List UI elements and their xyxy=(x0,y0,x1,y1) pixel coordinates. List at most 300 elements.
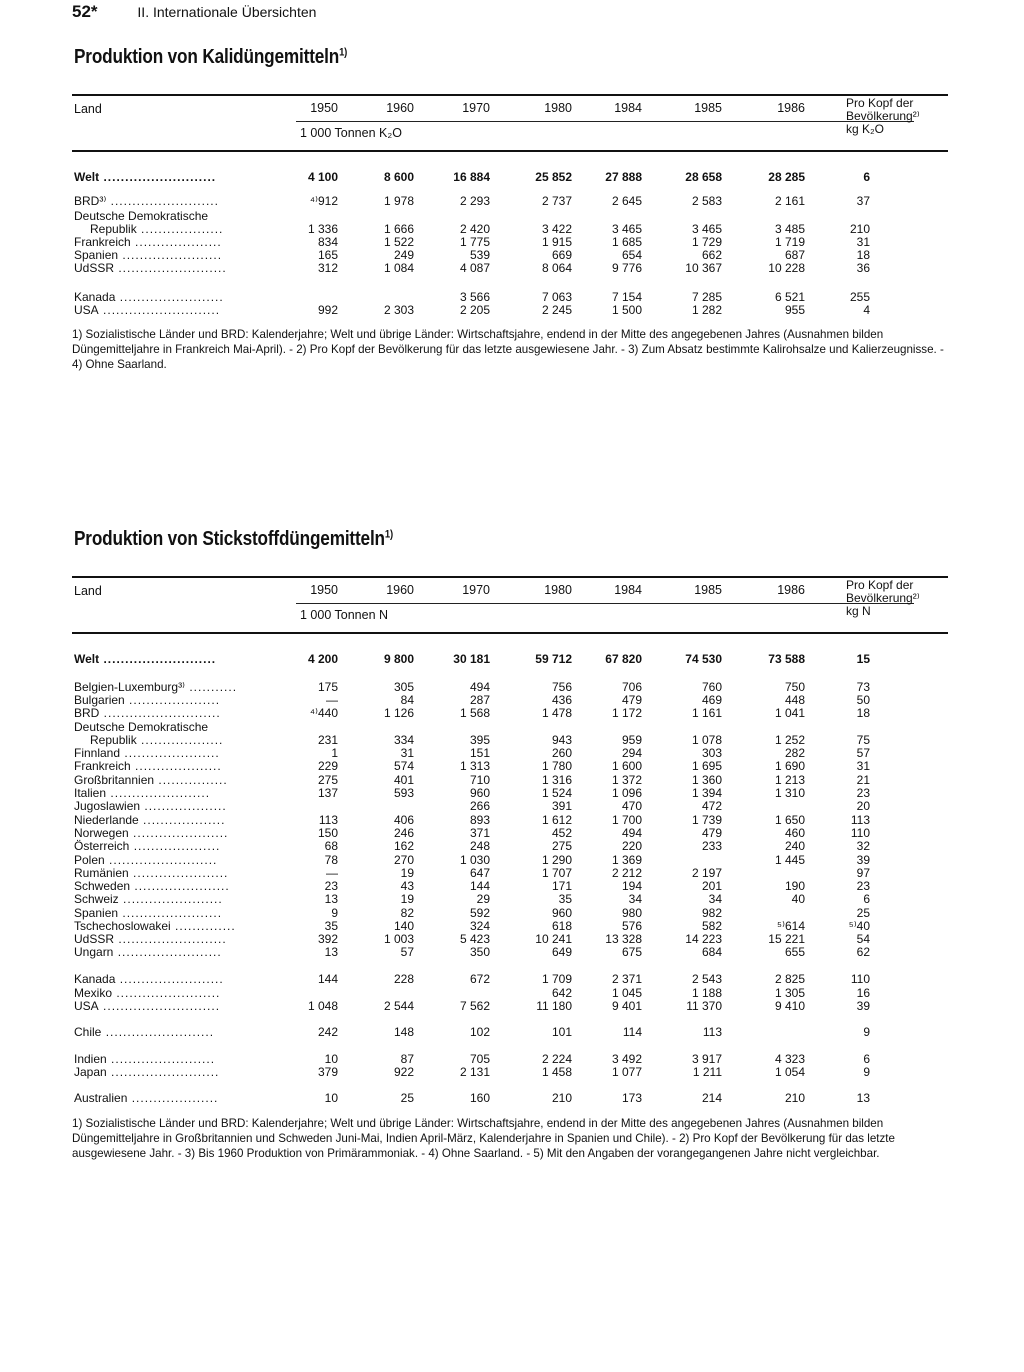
table-cell: 294 xyxy=(621,746,642,760)
table-cell: 1 045 xyxy=(611,986,642,1000)
row-label-text: Chile xyxy=(74,1025,102,1039)
row-label xyxy=(74,248,222,262)
row-label xyxy=(74,786,210,800)
table-cell: 57 xyxy=(856,746,870,760)
row-label-text: Frankreich xyxy=(74,759,131,773)
table-cell: 406 xyxy=(393,813,414,827)
table-cell: 1 084 xyxy=(383,261,414,275)
row-label-text: Großbritannien xyxy=(74,773,155,787)
table-cell: 1 316 xyxy=(541,773,572,787)
table-cell: 1 172 xyxy=(611,706,642,720)
table-cell: 672 xyxy=(469,972,490,986)
row-label-text: Österreich xyxy=(74,839,130,853)
table-cell: 1 xyxy=(331,746,338,760)
table-cell: 23 xyxy=(856,786,870,800)
table-cell: 9 401 xyxy=(611,999,642,1013)
title-footnote-ref: 1) xyxy=(384,528,393,541)
table-cell: 144 xyxy=(317,972,338,986)
table-cell: 5 423 xyxy=(459,932,490,946)
footnote-text: 1) Sozialistische Länder und BRD: Kalenderjahre; Welt und übrige Länder: Wirtschaftsjahre, endend in der Mitte des angegebenen Jahres (Ausnahmen bilden Düngemitteljahre in Großbritannien und Schweden Juni-Mai, Indien April-März, Kalenderjahre in Spanien und Chile). - 2) Pro Kopf der Bevölkerung für das letzte ausgewiesene Jahr. - 3) Bis 1960 Produktion von Primärammoniak. - 4) Ohne Saarland. - 5) Mit den Angaben der vorangegangenen Jahre nicht vergleichbar. xyxy=(72,1117,895,1160)
table-cell: 4 323 xyxy=(774,1052,805,1066)
table-cell: 2 131 xyxy=(459,1065,490,1079)
table-cell: 68 xyxy=(324,839,338,853)
row-label xyxy=(74,746,220,760)
table-cell: 834 xyxy=(317,235,338,249)
table-cell: 31 xyxy=(400,746,414,760)
leader-dots: ..................... xyxy=(124,693,221,707)
table-cell: 452 xyxy=(551,826,572,840)
table-cell: 10 241 xyxy=(535,932,572,946)
table-cell: 1 695 xyxy=(691,759,722,773)
per-capita-header: kg K₂O xyxy=(846,122,885,136)
row-label-text: Spanien xyxy=(74,248,119,262)
table-cell: 1 305 xyxy=(774,986,805,1000)
table-cell: 982 xyxy=(701,906,722,920)
table-cell: 2 544 xyxy=(383,999,414,1013)
per-capita-header: kg N xyxy=(846,604,871,618)
table-cell: 266 xyxy=(469,799,490,813)
row-label-text: Jugoslawien xyxy=(74,799,141,813)
table-cell: — xyxy=(326,693,338,707)
table-cell: 27 888 xyxy=(605,170,642,184)
leader-dots: ................... xyxy=(136,733,224,747)
table-cell: 16 xyxy=(856,986,870,1000)
table-cell: 1 600 xyxy=(611,759,642,773)
table-cell: 3 485 xyxy=(774,222,805,236)
table-cell: 379 xyxy=(317,1065,338,1079)
table-cell: 1 775 xyxy=(459,235,490,249)
table-cell: 1 568 xyxy=(459,706,490,720)
table-cell: 684 xyxy=(701,945,722,959)
table-cell: 13 328 xyxy=(605,932,642,946)
table-cell: 1 252 xyxy=(774,733,805,747)
table-cell: 231 xyxy=(317,733,338,747)
row-label xyxy=(74,1091,218,1105)
table-cell: 1 213 xyxy=(774,773,805,787)
row-label-text: Norwegen xyxy=(74,826,129,840)
table-cell: 1 458 xyxy=(541,1065,572,1079)
table-cell: 229 xyxy=(317,759,338,773)
table-cell: 35 xyxy=(558,892,572,906)
table-cell: — xyxy=(326,866,338,880)
leader-dots: .................... xyxy=(127,1091,219,1105)
table-stickstoff xyxy=(72,576,948,1116)
table-cell: 647 xyxy=(469,866,490,880)
leader-dots: ......................... xyxy=(114,932,227,946)
table-cell: 2 161 xyxy=(774,194,805,208)
page-header xyxy=(72,2,316,22)
table-cell: 43 xyxy=(400,879,414,893)
table-cell: 13 xyxy=(856,1091,870,1105)
table-cell: 2 197 xyxy=(691,866,722,880)
table-cell: 6 xyxy=(863,892,870,906)
year-header: 1970 xyxy=(462,583,490,597)
table-cell: 1 729 xyxy=(691,235,722,249)
leader-dots: ........... xyxy=(185,680,238,694)
table-cell: 13 xyxy=(324,945,338,959)
table-cell: 448 xyxy=(784,693,805,707)
table-cell: 10 xyxy=(324,1091,338,1105)
table-cell: 642 xyxy=(551,986,572,1000)
leader-dots: ....................... xyxy=(118,906,223,920)
row-label xyxy=(74,693,220,707)
table-cell: 31 xyxy=(856,759,870,773)
row-label-text: Republik xyxy=(90,733,137,747)
table-cell: 1 003 xyxy=(383,932,414,946)
table-cell: 9 776 xyxy=(611,261,642,275)
table-cell: 1 915 xyxy=(541,235,572,249)
table-cell: 3 422 xyxy=(541,222,572,236)
row-label xyxy=(74,170,216,184)
table-cell: 175 xyxy=(317,680,338,694)
table-cell: 110 xyxy=(850,826,870,840)
table-cell: 19 xyxy=(400,892,414,906)
leader-dots: ........................... xyxy=(98,303,221,317)
row-label-text: Niederlande xyxy=(74,813,139,827)
row-label-text: Polen xyxy=(74,853,105,867)
table-cell: 21 xyxy=(856,773,870,787)
footnote-text: 1) Sozialistische Länder und BRD: Kalenderjahre; Welt und übrige Länder: Wirtschaftsjahre, endend in der Mitte des angegebenen Jahres (Ausnahmen bilden Düngemitteljahre in Frankreich Mai-April). - 2) Pro Kopf der Bevölkerung für das letzte ausgewiesene Jahr. - 3) Zum Absatz bestimmte Kalirohsalze und Kalierzeugnisse. - 4) Ohne Saarland. xyxy=(72,328,944,371)
row-label-text: Finnland xyxy=(74,746,121,760)
table-cell: 1 360 xyxy=(691,773,722,787)
table-cell: 113 xyxy=(850,813,870,827)
table-cell: 144 xyxy=(469,879,490,893)
leader-dots: ........................ xyxy=(115,972,224,986)
header-top-rule xyxy=(72,576,948,578)
table-cell: 1 372 xyxy=(611,773,642,787)
table-cell: 240 xyxy=(784,839,805,853)
table-cell: ⁵⁾40 xyxy=(848,919,870,933)
header-bottom-rule xyxy=(72,632,948,634)
row-label-text: Italien xyxy=(74,786,107,800)
table-cell: 539 xyxy=(469,248,490,262)
table-cell: 4 087 xyxy=(459,261,490,275)
table-cell: 980 xyxy=(621,906,642,920)
table-cell: 228 xyxy=(393,972,414,986)
row-label-text: UdSSR xyxy=(74,261,115,275)
table-cell: 943 xyxy=(551,733,572,747)
table-cell: 1 780 xyxy=(541,759,572,773)
table-cell: 710 xyxy=(469,773,490,787)
row-label xyxy=(74,799,227,813)
table-cell: 110 xyxy=(850,972,870,986)
row-label-text: UdSSR xyxy=(74,932,115,946)
table-cell: 2 245 xyxy=(541,303,572,317)
table-cell: 34 xyxy=(628,892,642,906)
table-cell: 1 126 xyxy=(383,706,414,720)
table-cell: 1 078 xyxy=(691,733,722,747)
table-kali xyxy=(72,94,948,324)
leader-dots: ....................... xyxy=(106,786,211,800)
table-cell: 7 154 xyxy=(611,290,642,304)
table-cell: 669 xyxy=(551,248,572,262)
table-title-kali xyxy=(74,46,347,69)
table-cell: 113 xyxy=(318,813,338,827)
leader-dots: .................... xyxy=(130,759,222,773)
table-cell: 1 054 xyxy=(774,1065,805,1079)
table-cell: 460 xyxy=(784,826,805,840)
table-cell: 760 xyxy=(701,680,722,694)
table-cell: 960 xyxy=(469,786,490,800)
table-cell: 190 xyxy=(784,879,805,893)
row-label xyxy=(74,235,222,249)
table-cell: 32 xyxy=(856,839,870,853)
table-cell: ⁴⁾440 xyxy=(309,706,338,720)
row-label-text: Spanien xyxy=(74,906,119,920)
row-label xyxy=(74,652,216,666)
table-cell: 303 xyxy=(701,746,722,760)
header-bottom-rule xyxy=(72,150,948,152)
table-cell: 84 xyxy=(400,693,414,707)
row-label xyxy=(74,853,217,867)
row-label xyxy=(74,866,228,880)
table-cell: 78 xyxy=(324,853,338,867)
table-cell: 10 367 xyxy=(685,261,722,275)
table-cell: 1 739 xyxy=(691,813,722,827)
table-cell: 1 161 xyxy=(691,706,722,720)
table-cell: 18 xyxy=(856,248,870,262)
leader-dots: ...................... xyxy=(120,746,220,760)
table-cell: 6 xyxy=(863,170,870,184)
row-label xyxy=(74,290,224,304)
year-header: 1984 xyxy=(614,583,642,597)
table-cell: 34 xyxy=(708,892,722,906)
table-cell: 1 048 xyxy=(307,999,338,1013)
year-header: 1960 xyxy=(386,101,414,115)
table-cell: 37 xyxy=(856,194,870,208)
table-cell: 1 188 xyxy=(691,986,722,1000)
page-number: 52* xyxy=(72,2,98,21)
table-cell: 11 180 xyxy=(536,999,572,1013)
year-header: 1984 xyxy=(614,101,642,115)
table-cell: 50 xyxy=(856,693,870,707)
table-cell: 20 xyxy=(856,799,870,813)
year-header: 1950 xyxy=(310,101,338,115)
year-header: 1970 xyxy=(462,101,490,115)
table-cell: 2 825 xyxy=(774,972,805,986)
table-cell: 287 xyxy=(469,693,490,707)
land-header: Land xyxy=(74,584,102,598)
leader-dots: ........................... xyxy=(98,999,221,1013)
leader-dots: ......................... xyxy=(101,1025,215,1039)
table-cell: 140 xyxy=(393,919,414,933)
year-header: 1985 xyxy=(694,101,722,115)
table-cell: 1 290 xyxy=(541,853,572,867)
table-cell: 7 285 xyxy=(691,290,722,304)
table-cell: 2 293 xyxy=(459,194,490,208)
table-cell: 494 xyxy=(469,680,490,694)
table-cell: 992 xyxy=(317,303,338,317)
table-cell: 57 xyxy=(400,945,414,959)
row-label xyxy=(74,813,225,827)
table-cell: 2 212 xyxy=(611,866,642,880)
row-label-text: Deutsche Demokratische xyxy=(74,209,209,223)
leader-dots: .............. xyxy=(170,919,236,933)
table-cell: 922 xyxy=(393,1065,414,1079)
row-label xyxy=(74,972,224,986)
footnotes-stickstoff xyxy=(72,1116,952,1161)
table-cell: 8 600 xyxy=(383,170,414,184)
row-label xyxy=(74,720,208,734)
table-cell: 1 336 xyxy=(307,222,338,236)
table-cell: 151 xyxy=(469,746,490,760)
row-label xyxy=(74,932,227,946)
table-cell: 1 524 xyxy=(541,786,572,800)
table-cell: 210 xyxy=(849,222,870,236)
table-cell: 194 xyxy=(621,879,642,893)
table-cell: 401 xyxy=(393,773,414,787)
table-cell: 18 xyxy=(856,706,870,720)
table-cell: 173 xyxy=(621,1091,642,1105)
table-cell: 576 xyxy=(621,919,642,933)
table-cell: 1 666 xyxy=(383,222,414,236)
table-cell: 87 xyxy=(400,1052,414,1066)
table-cell: 210 xyxy=(551,1091,572,1105)
row-label xyxy=(74,759,222,773)
row-label-text: USA xyxy=(74,999,99,1013)
table-cell: 137 xyxy=(317,786,338,800)
table-cell: 334 xyxy=(393,733,414,747)
table-cell: 593 xyxy=(393,786,414,800)
table-cell: 592 xyxy=(469,906,490,920)
leader-dots: ................... xyxy=(136,222,224,236)
table-cell: 479 xyxy=(621,693,642,707)
row-label xyxy=(74,303,220,317)
table-cell: 2 543 xyxy=(691,972,722,986)
leader-dots: ......................... xyxy=(106,1065,220,1079)
table-title-text: Produktion von Kalidüngemitteln xyxy=(74,46,340,68)
table-cell: 214 xyxy=(701,1091,722,1105)
table-cell: 2 737 xyxy=(541,194,572,208)
table-cell: 233 xyxy=(701,839,722,853)
leader-dots: ...................... xyxy=(130,879,230,893)
row-label xyxy=(74,680,237,694)
table-cell: 305 xyxy=(393,680,414,694)
table-cell: 201 xyxy=(701,879,722,893)
row-label-text: Australien xyxy=(74,1091,128,1105)
table-cell: 29 xyxy=(476,892,490,906)
per-capita-header: Bevölkerung²⁾ xyxy=(846,109,920,123)
leader-dots: ........................... xyxy=(99,706,221,720)
table-cell: 1 445 xyxy=(774,853,805,867)
table-cell: 9 410 xyxy=(774,999,805,1013)
row-label-text: Bulgarien xyxy=(74,693,125,707)
table-cell: 150 xyxy=(317,826,338,840)
table-cell: 750 xyxy=(784,680,805,694)
table-cell: 312 xyxy=(317,261,338,275)
table-cell: 16 884 xyxy=(453,170,490,184)
row-label xyxy=(74,261,227,275)
table-cell: 574 xyxy=(393,759,414,773)
row-label xyxy=(74,879,230,893)
table-cell: 706 xyxy=(621,680,642,694)
table-cell: 960 xyxy=(551,906,572,920)
table-cell: 1 612 xyxy=(541,813,572,827)
row-label xyxy=(74,1025,214,1039)
table-cell: 248 xyxy=(469,839,490,853)
table-cell: 97 xyxy=(856,866,870,880)
table-cell: 1 211 xyxy=(692,1065,722,1079)
table-cell: 395 xyxy=(469,733,490,747)
table-cell: 4 xyxy=(863,303,870,317)
table-cell: 75 xyxy=(856,733,870,747)
table-cell: 162 xyxy=(393,839,414,853)
table-cell: 28 285 xyxy=(768,170,805,184)
table-cell: 9 xyxy=(863,1065,870,1079)
table-cell: 275 xyxy=(317,773,338,787)
table-cell: 654 xyxy=(621,248,642,262)
row-label-text: Japan xyxy=(74,1065,107,1079)
row-label xyxy=(74,919,236,933)
table-cell: 2 420 xyxy=(459,222,490,236)
row-label-text: Welt xyxy=(74,170,100,184)
table-cell: 893 xyxy=(469,813,490,827)
table-cell: 40 xyxy=(791,892,805,906)
table-cell: 59 712 xyxy=(535,652,572,666)
table-cell: 102 xyxy=(469,1025,490,1039)
leader-dots: .......................... xyxy=(99,652,217,666)
table-cell: 1 394 xyxy=(691,786,722,800)
table-cell: 655 xyxy=(784,945,805,959)
table-cell: 6 521 xyxy=(774,290,805,304)
table-cell: 9 xyxy=(331,906,338,920)
table-cell: 1 707 xyxy=(541,866,572,880)
header-top-rule xyxy=(72,94,948,96)
table-cell: 662 xyxy=(701,248,722,262)
table-cell: 3 465 xyxy=(611,222,642,236)
table-cell: 1 030 xyxy=(459,853,490,867)
table-cell: 160 xyxy=(469,1091,490,1105)
table-cell: 705 xyxy=(469,1052,490,1066)
table-cell: 9 xyxy=(863,1025,870,1039)
table-cell: 67 820 xyxy=(605,652,642,666)
leader-dots: ................... xyxy=(138,813,226,827)
land-header: Land xyxy=(74,102,102,116)
table-cell: 249 xyxy=(393,248,414,262)
table-cell: 25 852 xyxy=(535,170,572,184)
row-label-text: Kanada xyxy=(74,972,116,986)
table-cell: 2 583 xyxy=(691,194,722,208)
row-label-text: Welt xyxy=(74,652,100,666)
table-cell: 756 xyxy=(551,680,572,694)
table-title-stickstoff xyxy=(74,528,393,551)
table-cell: 255 xyxy=(849,290,870,304)
table-cell: 14 223 xyxy=(685,932,722,946)
row-label-text: Frankreich xyxy=(74,235,131,249)
table-cell: 618 xyxy=(551,919,572,933)
table-cell: 25 xyxy=(400,1091,414,1105)
table-cell: 1 041 xyxy=(774,706,805,720)
year-header: 1960 xyxy=(386,583,414,597)
leader-dots: ....................... xyxy=(118,892,223,906)
row-label xyxy=(74,194,219,208)
table-cell: 220 xyxy=(621,839,642,853)
table-cell: ⁴⁾912 xyxy=(309,194,338,208)
table-cell: 7 063 xyxy=(541,290,572,304)
row-label-text: Belgien-Luxemburg³⁾ xyxy=(74,680,186,694)
row-label xyxy=(74,839,220,853)
table-cell: 246 xyxy=(393,826,414,840)
table-cell: 391 xyxy=(551,799,572,813)
year-header: 1980 xyxy=(544,583,572,597)
table-cell: 10 xyxy=(324,1052,338,1066)
row-label xyxy=(74,706,221,720)
table-cell: 101 xyxy=(551,1025,572,1039)
table-cell: 470 xyxy=(621,799,642,813)
table-cell: 35 xyxy=(324,919,338,933)
row-label-text: BRD³⁾ xyxy=(74,194,107,208)
table-cell: 1 709 xyxy=(541,972,572,986)
